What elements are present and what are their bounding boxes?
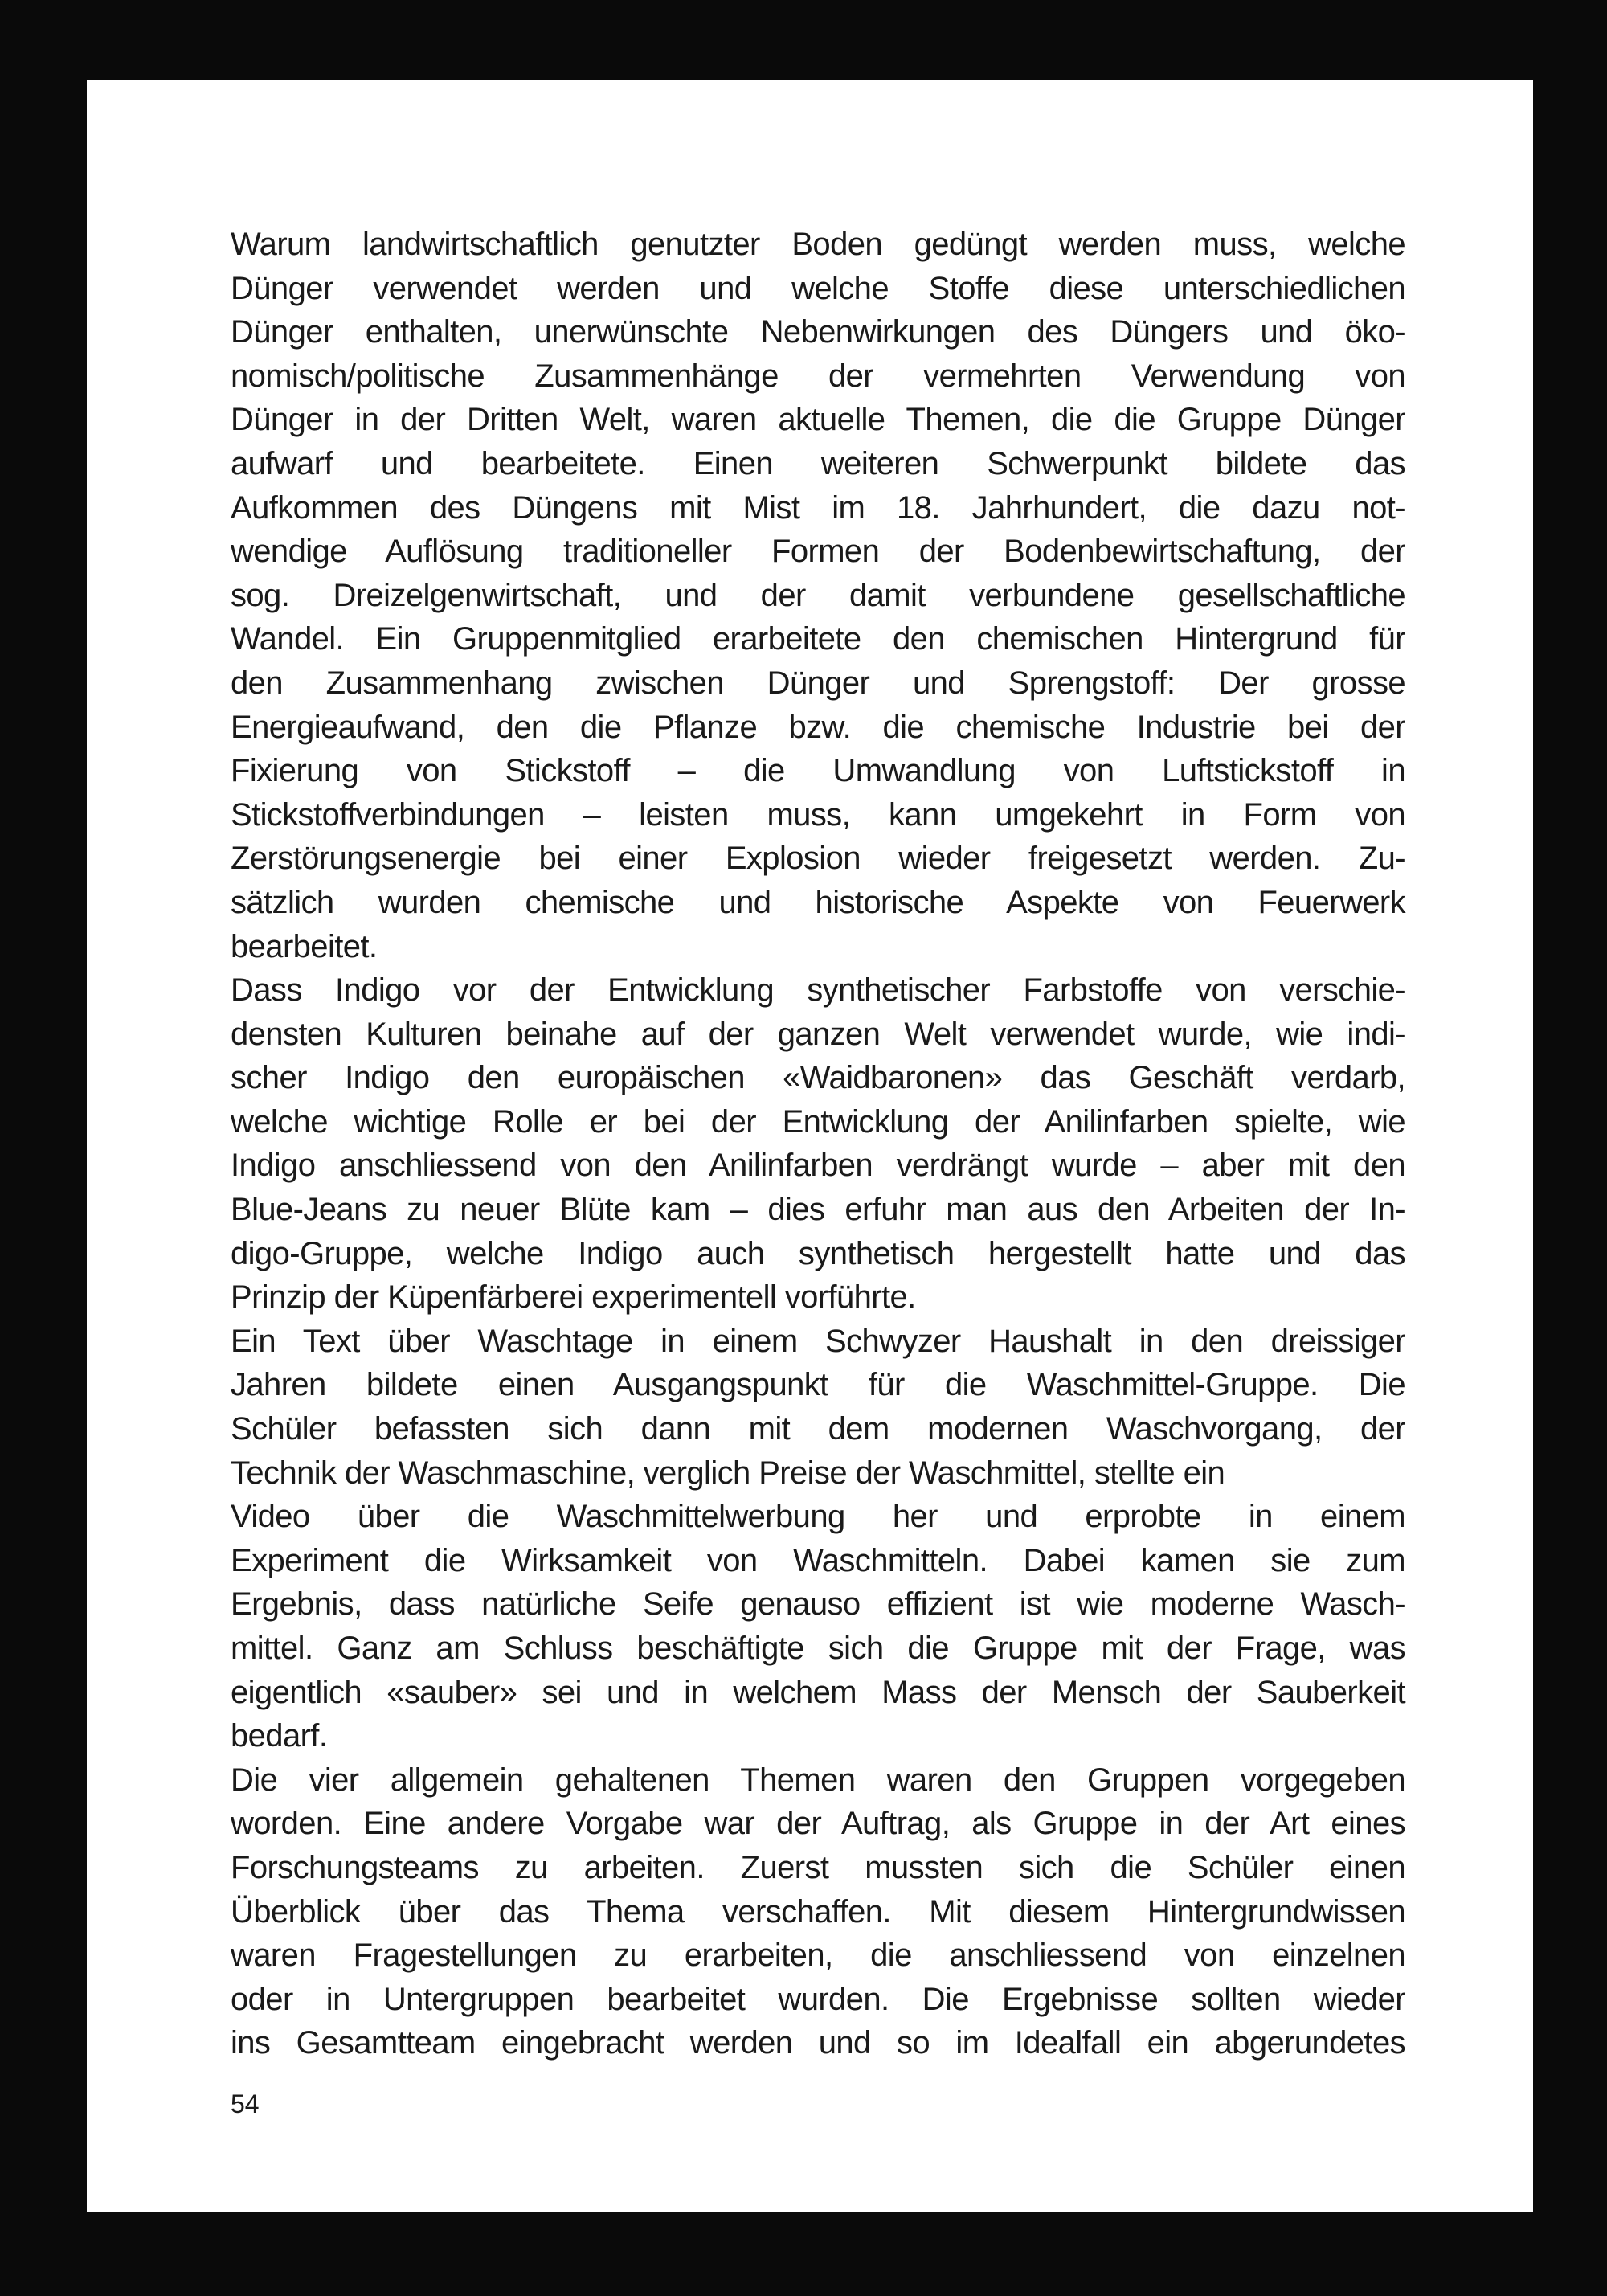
- text-line: Warum landwirtschaftlich genutzter Boden gedüngt werden muss, welche: [231, 227, 1405, 262]
- text-line: Forschungsteams zu arbeiten. Zuerst mussten sich die Schüler einen: [231, 1849, 1405, 1885]
- text-line: Experiment die Wirksamkeit von Waschmitteln. Dabei kamen sie zum: [231, 1542, 1405, 1578]
- text-line: Jahren bildete einen Ausgangspunkt für die Waschmittel-Gruppe. Die: [231, 1367, 1405, 1403]
- text-line: digo-Gruppe, welche Indigo auch synthetisch hergestellt hatte und das: [231, 1235, 1405, 1271]
- text-line: scher Indigo den europäischen «Waidbaronen» das Geschäft verdarb,: [231, 1060, 1405, 1096]
- text-line: Blue-Jeans zu neuer Blüte kam – dies erfuhr man aus den Arbeiten der In-: [231, 1192, 1405, 1228]
- text-line: Aufkommen des Düngens mit Mist im 18. Jahrhundert, die dazu not-: [231, 489, 1405, 526]
- text-line: Dünger in der Dritten Welt, waren aktuelle Themen, die die Gruppe Dünger: [231, 402, 1405, 438]
- text-line: Schüler befassten sich dann mit dem modernen Waschvorgang, der: [231, 1411, 1405, 1447]
- text-line: den Zusammenhang zwischen Dünger und Sprengstoff: Der grosse: [231, 665, 1405, 701]
- paragraph-waschmittel: [231, 1320, 1405, 1758]
- text-line: sätzlich wurden chemische und historische Aspekte von Feuerwerk: [231, 884, 1405, 920]
- paragraph-duenger: [231, 223, 1405, 968]
- text-line: sog. Dreizelgenwirtschaft, und der damit verbundene gesellschaftliche: [231, 577, 1405, 613]
- text-line: Dass Indigo vor der Entwicklung synthetischer Farbstoffe von verschie-: [231, 972, 1405, 1009]
- text-line: densten Kulturen beinahe auf der ganzen Welt verwendet wurde, wie indi-: [231, 1016, 1405, 1052]
- text-line: Dünger enthalten, unerwünschte Nebenwirkungen des Düngers und öko-: [231, 314, 1405, 350]
- body-text: [231, 223, 1405, 2065]
- text-line: Zerstörungsenergie bei einer Explosion wieder freigesetzt werden. Zu-: [231, 841, 1405, 877]
- page-number: 54: [231, 2089, 260, 2118]
- text-line: mittel. Ganz am Schluss beschäftigte sich die Gruppe mit der Frage, was: [231, 1631, 1405, 1666]
- text-line: Fixierung von Stickstoff – die Umwandlung von Luftstickstoff in: [231, 753, 1405, 789]
- text-line: Überblick über das Thema verschaffen. Mit diesem Hintergrundwissen: [231, 1893, 1405, 1930]
- text-line: Stickstoffverbindungen – leisten muss, kann umgekehrt in Form von: [231, 796, 1405, 833]
- text-line: Die vier allgemein gehaltenen Themen waren den Gruppen vorgegeben: [231, 1762, 1405, 1798]
- text-line: Ergebnis, dass natürliche Seife genauso effizient ist wie moderne Wasch-: [231, 1586, 1405, 1623]
- text-line: bearbeitet.: [231, 928, 378, 964]
- text-line: wendige Auflösung traditioneller Formen der Bodenbewirtschaftung, der: [231, 534, 1405, 570]
- paragraph-indigo: [231, 968, 1405, 1320]
- text-line: welche wichtige Rolle er bei der Entwicklung der Anilinfarben spielte, wie: [231, 1103, 1405, 1140]
- paragraph-vorgaben: [231, 1758, 1405, 2065]
- text-line: worden. Eine andere Vorgabe war der Auftrag, als Gruppe in der Art eines: [231, 1806, 1405, 1842]
- text-line: Technik der Waschmaschine, verglich Preise der Waschmittel, stellte ein: [231, 1455, 1225, 1491]
- text-line: Ein Text über Waschtage in einem Schwyzer Haushalt in den dreissiger: [231, 1323, 1405, 1359]
- text-line: Wandel. Ein Gruppenmitglied erarbeitete den chemischen Hintergrund für: [231, 621, 1405, 657]
- text-line: Indigo anschliessend von den Anilinfarben verdrängt wurde – aber mit den: [231, 1148, 1405, 1184]
- text-line: aufwarf und bearbeitete. Einen weiteren Schwerpunkt bildete das: [231, 445, 1405, 481]
- text-line: eigentlich «sauber» sei und in welchem Mass der Mensch der Sauberkeit: [231, 1674, 1405, 1710]
- text-line: Dünger verwendet werden und welche Stoffe diese unterschiedlichen: [231, 270, 1405, 306]
- text-line: Energieaufwand, den die Pflanze bzw. die chemische Industrie bei der: [231, 709, 1405, 745]
- text-line: nomisch/politische Zusammenhänge der vermehrten Verwendung von: [231, 358, 1405, 394]
- text-line: ins Gesamtteam eingebracht werden und so im Idealfall ein abgerundetes: [231, 2025, 1405, 2061]
- text-line: waren Fragestellungen zu erarbeiten, die anschliessend von einzelnen: [231, 1938, 1405, 1974]
- document-page: [87, 80, 1533, 2212]
- text-line: oder in Untergruppen bearbeitet wurden. Die Ergebnisse sollten wieder: [231, 1981, 1405, 2017]
- text-line: bedarf.: [231, 1718, 328, 1754]
- text-line: Video über die Waschmittelwerbung her und erprobte in einem: [231, 1499, 1405, 1535]
- text-line: Prinzip der Küpenfärberei experimentell vorführte.: [231, 1279, 916, 1316]
